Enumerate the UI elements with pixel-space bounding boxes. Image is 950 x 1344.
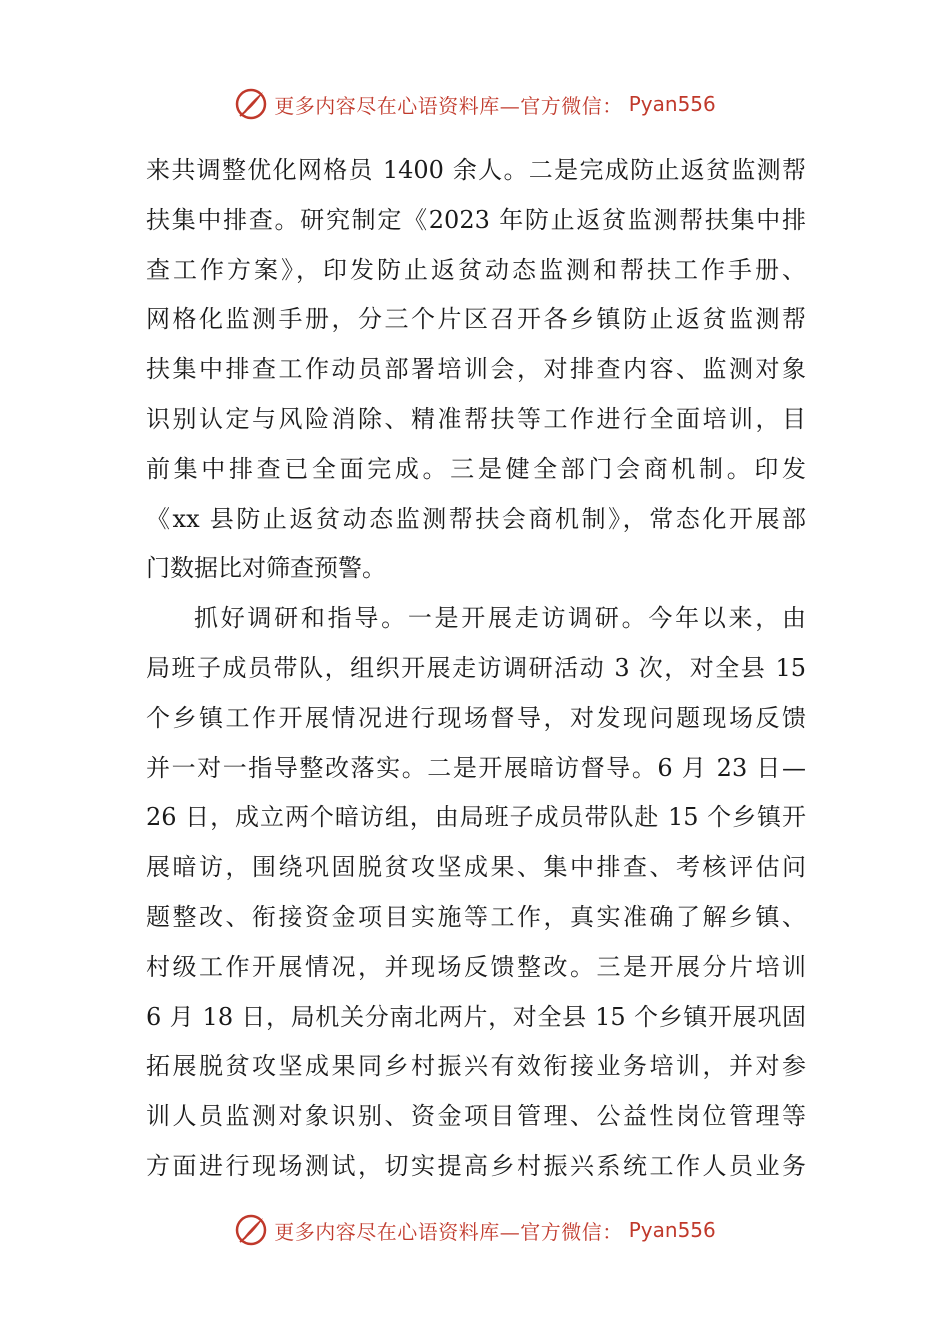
body-line: 村级工作开展情况，并现场反馈整改。三是开展分片培训 [146,952,806,981]
footer-banner [0,1210,950,1250]
quill-logo-icon [234,1213,268,1247]
header-contact: Pyan556 [628,92,716,116]
header-banner [0,84,950,124]
body-line: 网格化监测手册，分三个片区召开各乡镇防止返贫监测帮 [146,305,806,334]
body-line: 查工作方案》，印发防止返贫动态监测和帮扶工作手册、 [146,255,806,284]
body-line: 门数据比对筛查预警。 [146,554,386,583]
document-body [146,146,806,1192]
footer-contact: Pyan556 [628,1218,716,1242]
body-line: 扶集中排查。研究制定《2023 年防止返贫监测帮扶集中排 [146,205,806,234]
footer-text: 更多内容尽在心语资料库—官方微信： [274,1219,623,1244]
body-line: 训人员监测对象识别、资金项目管理、公益性岗位管理等 [146,1102,806,1131]
body-line: 题整改、衔接资金项目实施等工作，真实准确了解乡镇、 [146,902,806,931]
body-line: 前集中排查已全面完成。三是健全部门会商机制。印发 [146,454,806,483]
body-line: 抓好调研和指导。一是开展走访调研。今年以来，由 [194,604,806,633]
body-line: 《xx 县防止返贫动态监测帮扶会商机制》，常态化开展部 [146,504,806,533]
body-line: 并一对一指导整改落实。二是开展暗访督导。6 月 23 日— [146,753,806,782]
body-line: 来共调整优化网格员 1400 余人。二是完成防止返贫监测帮 [146,156,806,184]
quill-logo-icon [234,87,268,121]
body-line: 扶集中排查工作动员部署培训会，对排查内容、监测对象 [146,355,806,384]
body-line: 6 月 18 日，局机关分南北两片，对全县 15 个乡镇开展巩固 [146,1002,806,1031]
body-line: 26 日，成立两个暗访组，由局班子成员带队赴 15 个乡镇开 [146,803,806,832]
body-line: 个乡镇工作开展情况进行现场督导，对发现问题现场反馈 [146,703,806,732]
body-line: 方面进行现场测试，切实提高乡村振兴系统工作人员业务 [146,1151,806,1180]
header-text: 更多内容尽在心语资料库—官方微信： [274,93,623,118]
body-line: 拓展脱贫攻坚成果同乡村振兴有效衔接业务培训，并对参 [146,1052,806,1081]
body-line: 局班子成员带队，组织开展走访调研活动 3 次，对全县 15 [146,653,806,682]
body-line: 展暗访，围绕巩固脱贫攻坚成果、集中排查、考核评估问 [146,853,806,882]
body-line: 识别认定与风险消除、精准帮扶等工作进行全面培训，目 [146,404,806,433]
